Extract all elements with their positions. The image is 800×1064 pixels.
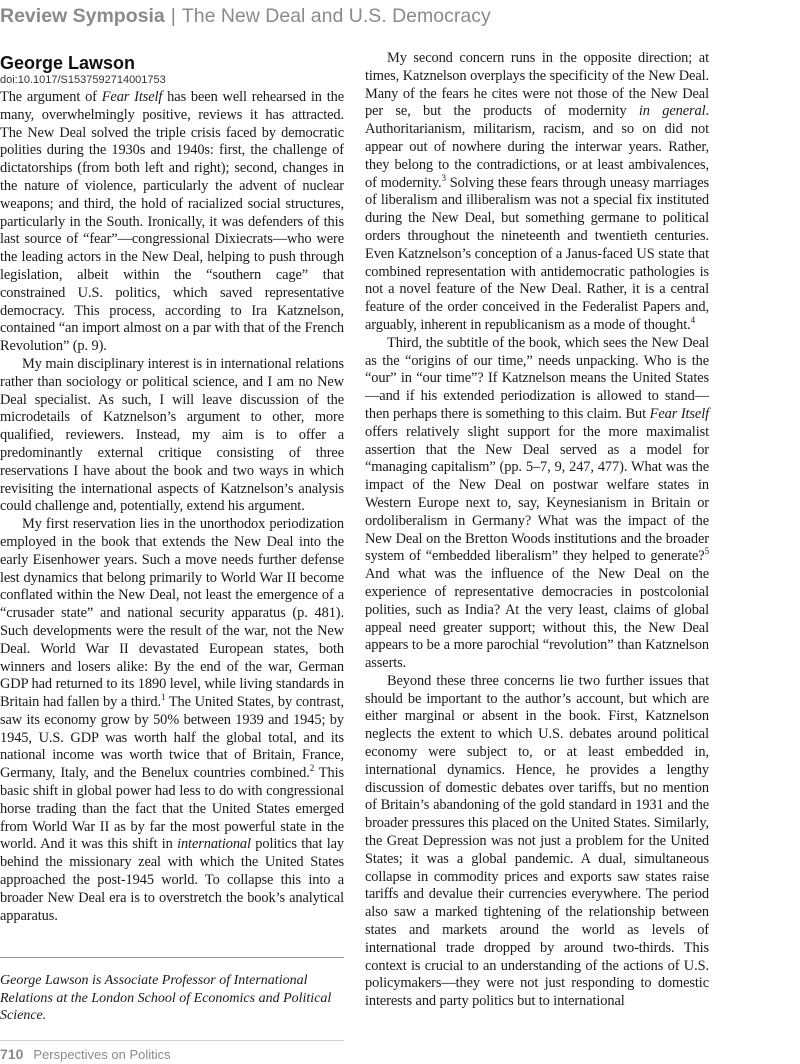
emphasis: Fear Itself (649, 405, 709, 422)
header-separator: | (170, 5, 176, 27)
paragraph-2: My main disciplinary interest is in international relations rather than sociology or political science, and I am no New Deal specialist. As such, I will leave discussion of the microdetails of Katznelson’s argument to other, more qualified, reviewers. Instead, my aim is to offer a predominantly external critique consisting of three reservations I have about the book and two ways in which revisiting the international aspects of Katznelson’s analysis could challenge and, potentially, extend his argument. (0, 355, 344, 515)
journal-name: Perspectives on Politics (33, 1047, 171, 1062)
footnote-marker[interactable]: 2 (309, 763, 315, 774)
emphasis: international (177, 836, 251, 853)
section-topic: The New Deal and U.S. Democracy (181, 5, 491, 27)
section-label: Review Symposia (0, 5, 165, 27)
bio-divider (0, 957, 344, 958)
emphasis: in general (638, 103, 706, 120)
page-footer (0, 1046, 171, 1064)
paragraph-6: Beyond these three concerns lie two further issues that should be important to the author’s account, but which are either marginal or absent in the book. First, Katznelson neglects the extent to which U.S. debates around political economy were subject to, or at least embedded in, international dynamics. Hence, he provides a lengthy discussion of domestic debates over tariffs, but no mention of Britain’s abandoning of the gold standard in 1931 and the broader pressures this placed on the United States. Similarly, the Great Depression was not just a problem for the United States; it was a global pandemic. A dual, simultaneous collapse in commodity prices and exports saw states raise tariffs and devalue their currencies everywhere. The period also saw a marked tightening of the relationship between states and markets around the world as levels of international trade dropped by around two-thirds. This context is crucial to an understanding of the actions of U.S. policymakers—they were not just responding to domestic interests and party politics but to international (365, 672, 709, 1010)
footnote-marker[interactable]: 5 (704, 546, 709, 557)
footnote-marker[interactable]: 4 (690, 315, 696, 326)
emphasis: Fear Itself (101, 89, 163, 105)
right-column (365, 50, 709, 1011)
paragraph-5: Third, the subtitle of the book, which sees the New Deal as the “origins of our time,” needs unpacking. Who is the “our” in “our time”? If Katznelson means the United States—and if his extended periodization is allowed to stand—then perhaps there is something to this claim. But Fear Itself offers relatively slight support for the more maximalist assertion that the New Deal served as a model for “managing capitalism” (pp. 5–7, 9, 247, 477). What was the impact of the New Deal on postwar welfare states in Western Europe next to, say, Keynesianism in Britain or ordoliberalism in Germany? What was the impact of the New Deal on the Bretton Woods institutions and the broader system of “embedded liberalism” they helped to generate?$^5$ And what was the influence of the New Deal on the experience of representative democracies in postcolonial polities, such as India? At the very least, claims of global appeal need greater support; without this, the New Deal appears to be a more parochial “revolution” than Katznelson asserts. (365, 334, 709, 672)
left-column (0, 50, 344, 925)
paragraph-4: My second concern runs in the opposite direction; at times, Katznelson overplays the specificity of the New Deal. Many of the fears he cites were not those of the New Deal per se, but the products of modernity in general. Authoritarianism, militarism, racism, and so on did not appear out of nowhere during the interwar years. Rather, they belong to the contradictions, or at least ambivalences, of modernity.$^3$ Solving these fears through uneasy marriages of liberalism and illiberalism was not a special fix instituted during the New Deal, but something germane to political orders throughout the nineteenth and twentieth centuries. Even Katznelson’s conception of a Janus-faced US state that combined representation with antidemocratic pathologies is not a novel feature of the New Deal. Rather, it is a central feature of the order conceived in the Federalist Papers and, arguably, inherent in republicanism as a mode of thought.$^4$ (365, 50, 709, 333)
running-header (0, 5, 800, 29)
author-name: George Lawson (0, 53, 136, 73)
author-bio: George Lawson is Associate Professor of International Relations at the London School of Economics and Political Science. (0, 973, 332, 1023)
footer-divider (0, 1040, 344, 1041)
doi-link[interactable]: doi:10.1017/S1537592714001753 (0, 74, 166, 86)
page-number: 710 (0, 1046, 24, 1062)
paragraph-1: The argument of Fear Itself has been well rehearsed in the many, overwhelmingly positive, reviews it has attracted. The New Deal solved the triple crisis faced by democratic polities during the 1930s and 1940s: first, the challenge of dictatorships (from both left and right); second, changes in the nature of violence, particularly the advent of nuclear weapons; and third, the hold of racialized social structures, particularly in the South. Ironically, it was defenders of this last source of “fear”—congressional Dixiecrats—who were the leading actors in the New Deal, helping to push through legislation, albeit within the “southern cage” that constrained U.S. politics, which saved representative democracy. This process, according to Ira Katznelson, contained “an import almost on a par with that of the French Revolution” (p. 9). (0, 89, 344, 355)
footnote-marker[interactable]: 1 (161, 692, 166, 703)
paragraph-3: My first reservation lies in the unorthodox periodization employed in the book that extends the New Deal into the early Eisenhower years. Such a move needs further defense lest dynamics that belong primarily to World War II become conflated within the New Deal, not least the emergence of a “crusader state” and national security apparatus (p. 481). Such developments were the result of the war, not the New Deal. World War II devastated European states, both winners and losers alike: By the end of the war, German GDP had returned to its 1890 level, while living standards in Britain had fallen by a third.$^1$ The United States, by contrast, saw its economy grow by 50% between 1939 and 1945; by 1945, U.S. GDP was worth half the global total, and its national income was worth twice that of Britain, France, Germany, Italy, and the Benelux countries combined.$^2$ This basic shift in global power had less to do with congressional horse trading than the fact that the United States emerged from World War II as by far the most powerful state in the world. And it was this shift in international politics that lay behind the missionary zeal with which the United States approached the post-1945 world. To collapse this into a broader New Deal era is to overstretch the book’s analytical apparatus. (0, 516, 345, 924)
footnote-marker[interactable]: 3 (441, 172, 446, 183)
